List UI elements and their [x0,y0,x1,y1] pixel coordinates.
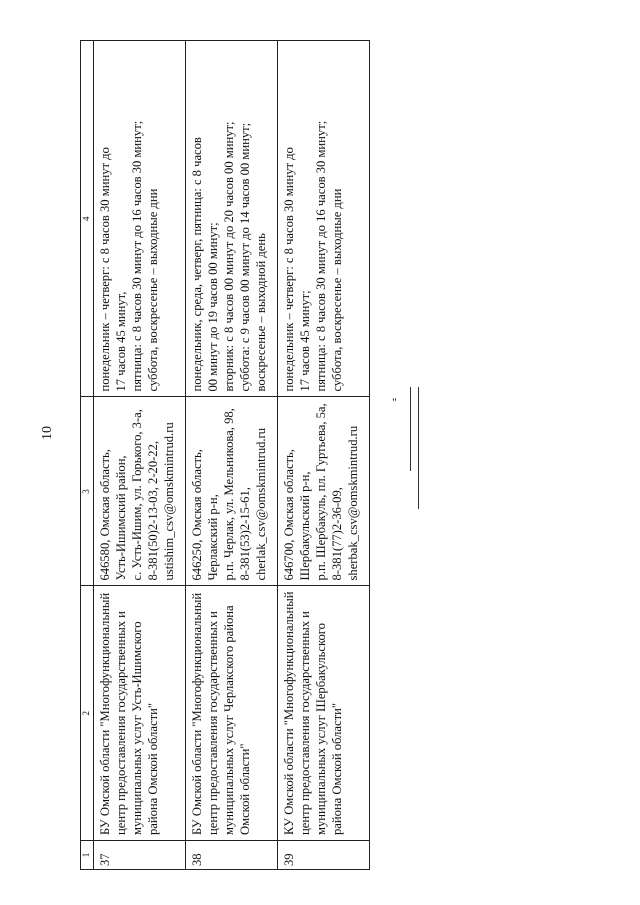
table-row [186,41,278,870]
schedule-cell-line: вторник: с 8 часов 00 минут до 20 часов 00 минут; [222,121,237,392]
header-col-2: 2 [81,586,94,841]
page-number: 10 [40,426,55,440]
org-name-cell-line: БУ Омской области "Многофункциональный [190,592,204,835]
address-cell [94,397,186,586]
org-name-cell-line: муниципальных услуг Усть-Ишимского [130,621,145,835]
org-name-cell-line: КУ Омской области "Многофункциональный [282,591,296,835]
schedule-cell-line: понедельник – четверг: с 8 часов 30 минут до [98,147,112,392]
org-name-cell [186,586,278,841]
org-name-cell [278,586,370,841]
schedule-cell-line: 00 минут до 19 часов 00 минут; [206,222,221,392]
org-name-cell [94,586,186,841]
header-col-1: 1 [81,841,94,870]
end-quote: " [392,395,397,409]
address-cell-line: Черлакский р-н, [206,494,221,581]
address-cell [278,397,370,586]
address-cell-line: 646250, Омская область, [190,449,204,581]
org-name-cell-line: центр предоставления государственных и [206,611,221,835]
schedule-cell-line: воскресенье – выходной день [254,233,269,392]
signature-line [418,387,419,509]
address-cell-line: с. Усть-Ишим, ул. Горького, 3-а, [130,409,145,581]
schedule-cell [186,41,278,398]
row-number: 38 [186,841,278,870]
schedule-cell-line: суббота, воскресенье – выходные дни [146,188,161,392]
address-cell-line: р.п. Черлак, ул. Мельникова, 98, [222,408,237,581]
org-name-cell-line: центр предоставления государственных и [298,611,313,835]
address-cell-line: Шербакульский р-н, [298,471,313,581]
address-cell-line: 8-381(50)2-13-03, 2-20-22, [146,440,161,581]
org-name-cell-line: муниципальных услуг Черлакского района [222,605,237,835]
address-cell-line: 646700, Омская область, [282,449,296,581]
mfc-table [80,40,370,870]
address-cell-line[interactable]: ustishim_csv@omskmintrud.ru [162,422,177,581]
table-header-row [81,41,94,870]
address-cell-line[interactable]: sherbak_csv@omskmintrud.ru [346,425,361,581]
schedule-cell [278,41,370,398]
rotated-table-container [80,40,370,870]
address-cell-line: 8-381(53)2-15-61, [238,487,253,581]
address-cell-line: р.п. Шербакуль, пл. Гуртьева, 5а, [314,403,329,581]
table-row [94,41,186,870]
address-cell [186,397,278,586]
header-col-4: 4 [81,41,94,398]
schedule-cell-line: пятница: с 8 часов 30 минут до 16 часов 30 минут; [314,120,329,392]
org-name-cell-line: района Омской области" [146,703,161,835]
header-col-3: 3 [81,397,94,586]
schedule-cell-line: суббота, воскресенье – выходные дни [330,188,345,392]
address-cell-line: Усть-Ишимский район, [114,455,129,581]
address-cell-line: 8-381(77)2-36-09, [330,487,345,581]
org-name-cell-line: Омской области" [238,743,253,835]
org-name-cell-line: района Омской области" [330,703,345,835]
schedule-cell [94,41,186,398]
table-row [278,41,370,870]
schedule-cell-line: понедельник – четверг: с 8 часов 30 минут до [282,147,296,392]
schedule-cell-line: 17 часов 45 минут; [298,290,313,392]
signature-line-short [410,387,411,471]
schedule-cell-line: суббота: с 9 часов 00 минут до 14 часов 00 минут; [238,122,253,392]
schedule-cell-line: пятница: с 8 часов 30 минут до 16 часов 30 минут; [130,120,145,392]
schedule-cell-line: понедельник, среда, четверг, пятница: с 8 часов [190,137,204,392]
row-number: 37 [94,841,186,870]
org-name-cell-line: муниципальных услуг Шербакульского [314,623,329,835]
row-number: 39 [278,841,370,870]
org-name-cell-line: БУ Омской области "Многофункциональный [98,592,112,835]
schedule-cell-line: 17 часов 45 минут, [114,291,129,392]
address-cell-line[interactable]: cherlak_csv@omskmintrud.ru [254,427,269,581]
address-cell-line: 646580, Омская область, [98,449,112,581]
org-name-cell-line: центр предоставления государственных и [114,611,129,835]
